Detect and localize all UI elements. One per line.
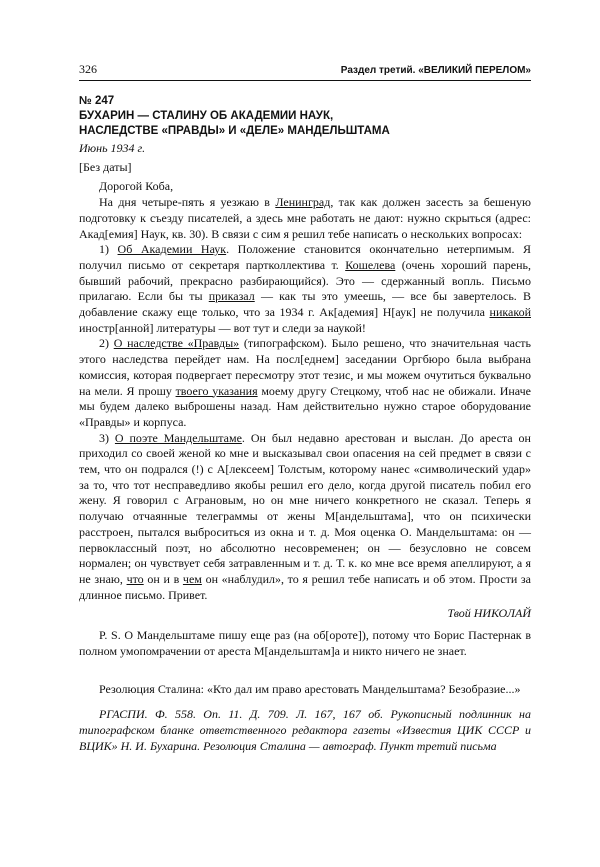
document-date: Июнь 1934 г.	[79, 141, 146, 155]
no-date-note: [Без даты]	[79, 159, 132, 174]
underlined-nikakoy: никакой	[489, 305, 531, 320]
underlined-poet: О поэте Мандельштаме	[114, 430, 242, 445]
stalin-resolution: Резолюция Сталина: «Кто дал им право арестовать Мандельштама? Безобразие...»	[99, 681, 521, 696]
running-header	[79, 62, 531, 77]
section-title: Раздел третий. «ВЕЛИКИЙ ПЕРЕЛОМ»	[340, 65, 531, 76]
paragraph-mandelstam: 3) О поэте Мандельштаме. Он был недавно арестован и выслан. До ареста он приходил со своей женой ко мне и высказывал свои опасения на сей предмет в связи с тем, что он подрался (!) с А[лексеем] Толстым, которому нанес «символический удар» за то, что тот несправедливо якобы решил его дело, когда другой писатель побил его жену. Я говорил с Аграновым, но он мне ничего конкретного не сказал. Теперь я получаю отчаянные телеграммы от жены М[андельштама], что он психически расстроен, пытался выброситься из окна и т. д. Моя оценка О. Мандельштама: он — первоклассный поэт, но абсолютно несовременен; он — безусловно не совсем нормален; он чувствует себя затравленным и т. д. Т. к. ко мне все время апеллируют, а я не знаю, что он и в чем он «наблудил», то я решил тебе написать и об этом. Прости за длинное письмо. Привет.	[79, 430, 531, 602]
paragraph-intro: На дня четыре-пять я уезжаю в Ленинград, так как должен засесть за бешеную подготовку к съезду писателей, а здесь мне работать не дают: нужно скрыться (адрес: Акад[емия] Наук, кв. 30). В связи с сим я решил тебе написать о нескольких вопросах:	[79, 195, 532, 241]
underlined-leningrad: Ленинград	[275, 195, 331, 210]
paragraph-pravda: 2) О наследстве «Правды» (типографском). Было решено, что значительная часть этого наследства перейдет нам. На посл[еднем] заседании Оргбюро была выбрана комиссия, которая подвергает пересмотру этот тезис, и мы можем очутиться буквально на мели. Я прошу твоего указания моему другу Стецкому, чтоб нас не обижали. Иначе мы будем далеко выброшены назад. Нам действительно нужно старое оборудование «Правды» и корпуса.	[79, 336, 532, 429]
page-number: 326	[79, 62, 97, 76]
letter-greeting: Дорогой Коба,	[99, 179, 174, 194]
underlined-kosheleva: Кошелева	[345, 257, 396, 272]
document-title-line-2: НАСЛЕДСТВЕ «ПРАВДЫ» И «ДЕЛЕ» МАНДЕЛЬШТАМА	[79, 125, 390, 137]
signature: Твой НИКОЛАЙ	[447, 606, 531, 621]
underlined-chto: что	[126, 571, 144, 586]
underlined-pravda: О наследстве «Правды»	[113, 336, 240, 351]
header-rule	[79, 80, 531, 81]
underlined-chem: чем	[182, 571, 202, 586]
document-body	[79, 94, 531, 754]
document-number: № 247	[79, 95, 115, 107]
postscript: P. S. О Мандельштаме пишу еще раз (на об[ороте]), потому что Борис Пастернак в полном умопомрачении от ареста М[андельштам]а и никто ничего не знает.	[79, 628, 531, 658]
paragraph-academy: 1) Об Академии Наук. Положение становится окончательно нетерпимым. Я получил письмо от секретаря партколлектива т. Кошелева (очень хороший парень, бывший рабочий, прекрасно разбирающийся). Это — сдержанный вопль. Письмо прилагаю. Если бы ты приказал — как ты это умеешь, — все бы завертелось. В добавление скажу еще только, что за 1934 г. Ак[адемия] Н[аук] не получила никакой иностр[анной] литературы — вот тут и следи за наукой!	[79, 242, 532, 335]
underlined-ukazaniya: твоего указания	[175, 383, 258, 398]
document-title-line-1: БУХАРИН — СТАЛИНУ ОБ АКАДЕМИИ НАУК,	[79, 110, 334, 122]
archive-source-note: РГАСПИ. Ф. 558. Оп. 11. Д. 709. Л. 167, 167 об. Рукописный подлинник на типографском бланке ответственного редактора газеты «Известия ЦИК СССР и ВЦИК» Н. И. Бухарина. Резолюция Сталина — автограф. Пункт третий письма	[79, 707, 531, 753]
underlined-academy: Об Академии Наук	[117, 242, 227, 257]
underlined-prikazal: приказал	[208, 289, 255, 304]
